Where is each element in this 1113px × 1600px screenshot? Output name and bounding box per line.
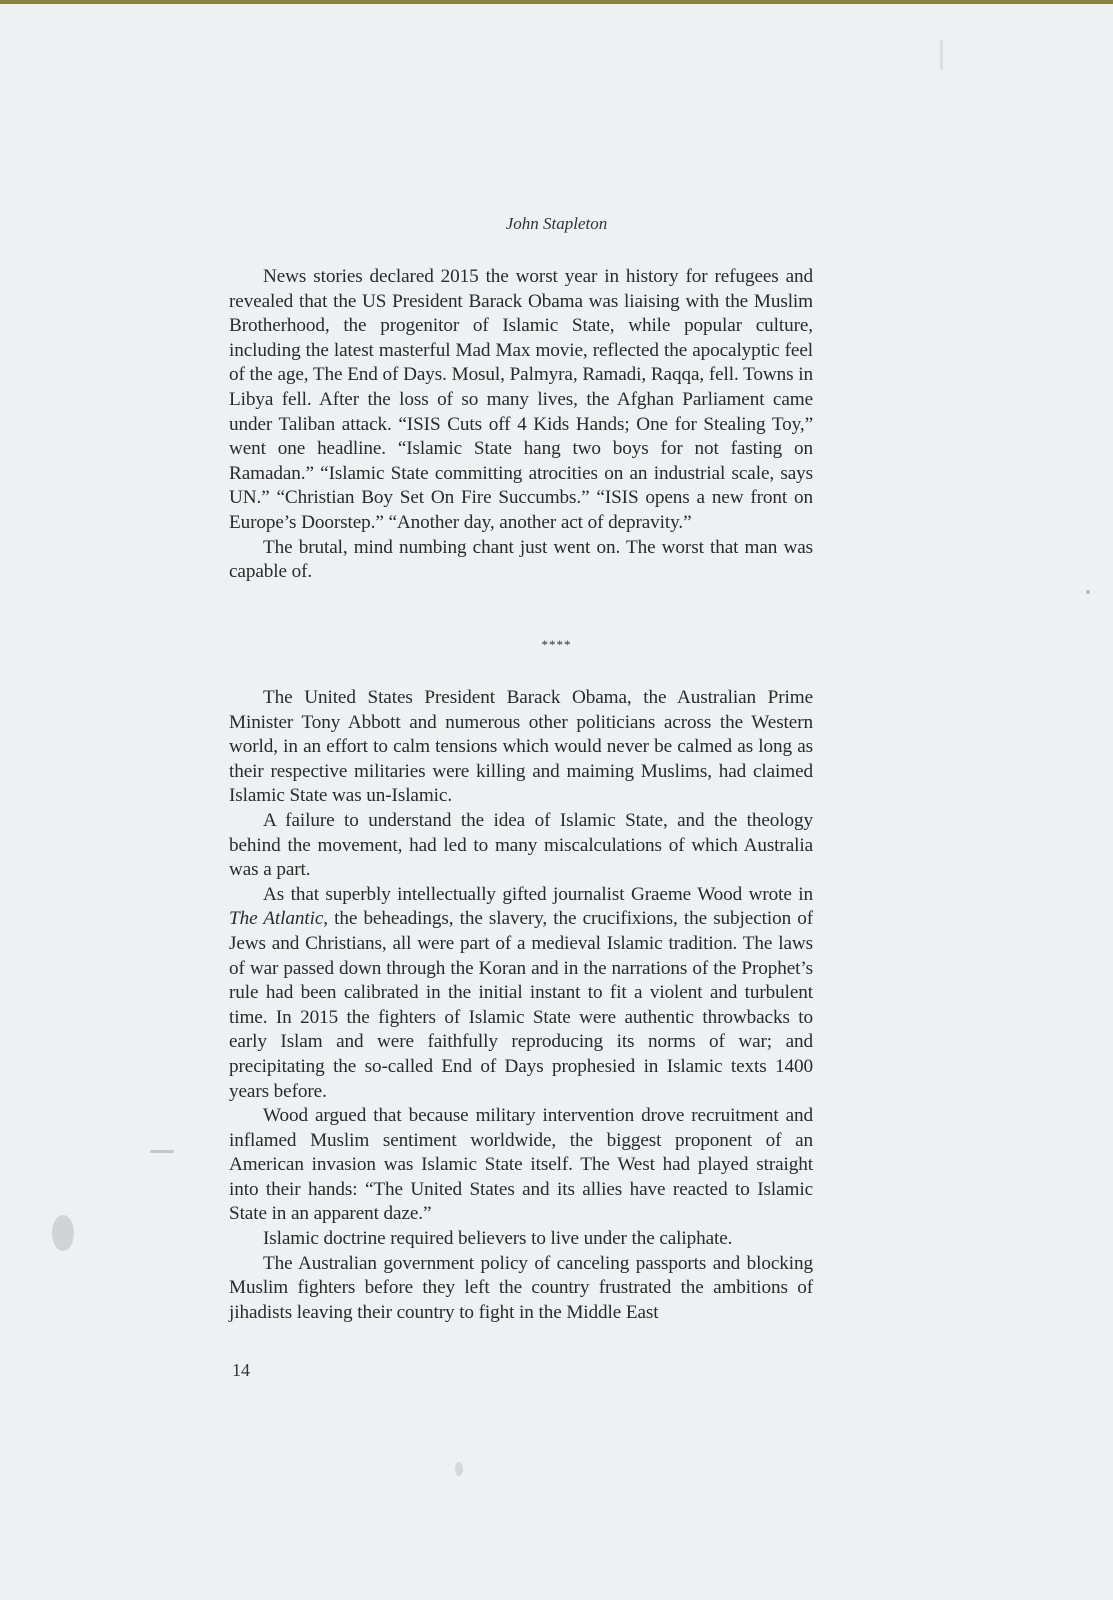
paragraph: The United States President Barack Obama, the Australian Prime Minister Tony Abbott and numerous other politicians across the Western world, in an effort to calm tensions which would never be calmed as long as their respective militaries were killing and maiming Muslims, had claimed Islamic State was un-Islamic.	[229, 687, 813, 807]
paragraph	[229, 883, 813, 1104]
page-number: 14	[232, 1360, 250, 1380]
publication-title: The Atlantic	[229, 908, 324, 930]
paragraph: A failure to understand the idea of Islamic State, and the theology behind the movement, had led to many miscalculations of which Australia was a part.	[229, 809, 813, 881]
section-one	[229, 265, 813, 585]
scan-speck	[1086, 590, 1090, 594]
running-head: John Stapleton	[505, 214, 608, 233]
paragraph: Wood argued that because military intervention drove recruitment and inflamed Muslim sentiment worldwide, the biggest proponent of an American invasion was Islamic State itself. The West had played straight into their hands: “The United States and its allies have reacted to Islamic State in an apparent daze.”	[229, 1105, 813, 1225]
paragraph: The brutal, mind numbing chant just went on. The worst that man was capable of.	[229, 536, 813, 583]
paragraph: Islamic doctrine required believers to live under the caliphate.	[263, 1228, 733, 1250]
paragraph: The Australian government policy of canceling passports and blocking Muslim fighters before they left the country frustrated the ambitions of jihadists leaving their country to fight in the Middle East	[229, 1252, 813, 1323]
scan-speck	[455, 1462, 463, 1476]
paragraph-text: , the beheadings, the slavery, the crucifixions, the subjection of Jews and Christians, all were part of a medieval Islamic tradition. The laws of war passed down through the Koran and in the narrations of the Prophet’s rule had been calibrated in the initial instant to fit a violent and turbulent time. In 2015 the fighters of Islamic State were authentic throwbacks to early Islam and were faithfully reproducing its norms of war; and precipitating the so-called End of Days prophesied in Islamic texts 1400 years before.	[229, 908, 814, 1102]
section-two	[229, 686, 813, 1325]
scan-edge	[0, 0, 1113, 4]
paragraph-text: As that superbly intellectually gifted journalist Graeme Wood wrote in	[263, 883, 813, 905]
paragraph: News stories declared 2015 the worst year in history for refugees and revealed that the US President Barack Obama was liaising with the Muslim Brotherhood, the progenitor of Islamic State, while popular culture, including the latest masterful Mad Max movie, reflected the apocalyptic feel of the age, The End of Days. Mosul, Palmyra, Ramadi, Raqqa, fell. Towns in Libya fell. After the loss of so many lives, the Afghan Parliament came under Taliban attack. “ISIS Cuts off 4 Kids Hands; One for Stealing Toy,” went one headline. “Islamic State hang two boys for not fasting on Ramadan.” “Islamic State committing atrocities on an industrial scale, says UN.” “Christian Boy Set On Fire Succumbs.” “ISIS opens a new front on Europe’s Doorstep.” “Another day, another act of depravity.”	[229, 266, 813, 533]
section-separator: ****	[541, 637, 572, 652]
scan-speck	[940, 40, 943, 70]
scan-speck	[52, 1215, 74, 1251]
scan-speck	[150, 1150, 174, 1153]
